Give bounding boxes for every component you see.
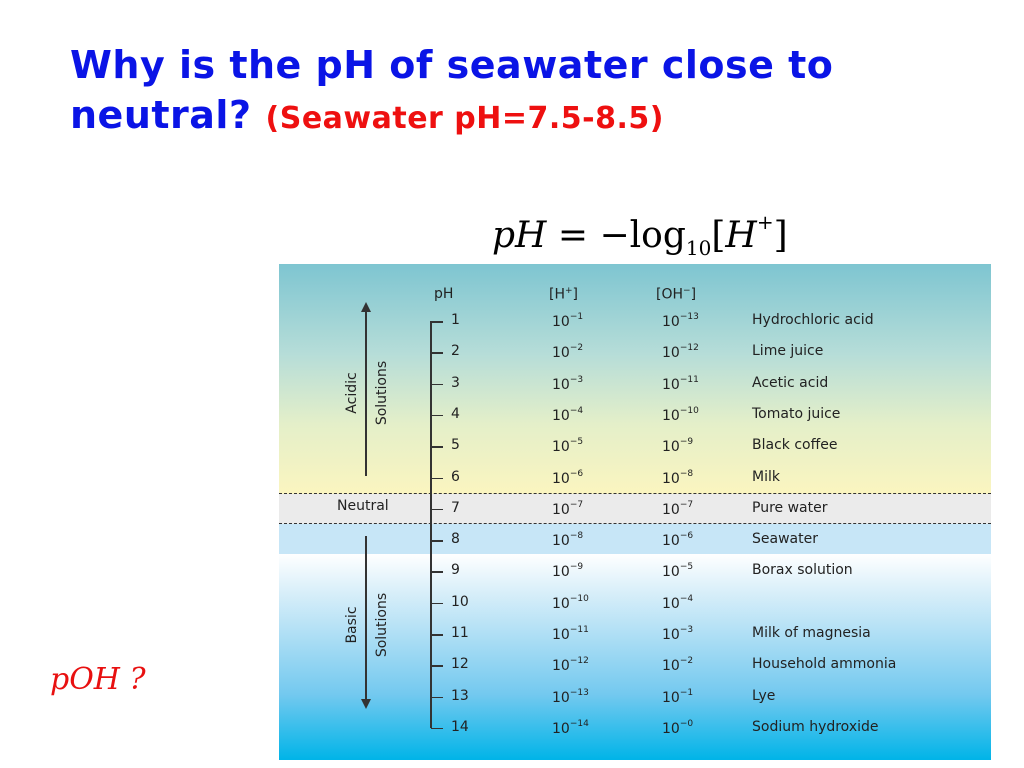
- oh-exponent: −12: [679, 343, 699, 354]
- oh-exponent: −7: [679, 499, 694, 510]
- example-substance: Borax solution: [752, 562, 853, 579]
- scale-tick: [431, 634, 443, 636]
- h-concentration: $10^{-2}$: [552, 343, 584, 362]
- oh-concentration: $10^{-4}$: [662, 593, 694, 612]
- formula-superscript: +: [756, 210, 774, 234]
- scale-tick: [431, 384, 443, 386]
- example-substance: Tomato juice: [752, 405, 841, 422]
- h-concentration: $10^{-3}$: [552, 374, 584, 393]
- ph-scale-table: [279, 264, 991, 760]
- oh-exponent: −1: [679, 687, 694, 698]
- example-substance: Milk: [752, 468, 780, 485]
- scale-tick: [431, 540, 443, 542]
- ph-value: 14: [451, 718, 469, 735]
- ph-formula: [492, 210, 788, 260]
- h-exponent: −9: [569, 562, 584, 573]
- h-exponent: −7: [569, 499, 584, 510]
- scale-tick: [431, 509, 443, 511]
- h-exponent: −2: [569, 343, 584, 354]
- ph-value: 8: [451, 531, 460, 548]
- scale-tick: [431, 352, 443, 354]
- oh-concentration: $10^{-2}$: [662, 656, 694, 675]
- h-exponent: −1: [569, 312, 584, 322]
- formula-open-bracket: [: [711, 215, 726, 256]
- table-row: [279, 494, 991, 525]
- h-concentration: $10^{-8}$: [552, 531, 584, 550]
- scale-tick: [431, 478, 443, 480]
- oh-concentration: $10^{-9}$: [662, 437, 694, 456]
- poh-question: pOH ?: [50, 662, 146, 697]
- oh-concentration: $10^{-3}$: [662, 625, 694, 643]
- scale-tick: [431, 571, 443, 573]
- ph-value: 11: [451, 625, 469, 641]
- ph-value: 2: [451, 343, 460, 360]
- table-row: [279, 525, 991, 556]
- example-substance: Sodium hydroxide: [752, 718, 879, 735]
- oh-exponent: −5: [679, 562, 694, 573]
- scale-tick: [431, 321, 443, 323]
- ph-value: 7: [451, 499, 460, 516]
- example-substance: Hydrochloric acid: [752, 312, 874, 328]
- h-exponent: −14: [569, 718, 589, 729]
- oh-concentration: $10^{-13}$: [662, 312, 699, 330]
- table-row: [279, 306, 991, 337]
- table-row: [279, 713, 991, 744]
- neutral-label: Neutral: [337, 498, 389, 514]
- scale-tick: [431, 415, 443, 417]
- formula-lhs: pH: [492, 215, 547, 256]
- example-substance: Seawater: [752, 531, 818, 548]
- example-substance: Household ammonia: [752, 656, 897, 673]
- table-row: [279, 431, 991, 462]
- header-oh: [656, 286, 696, 303]
- ph-value: 12: [451, 656, 469, 673]
- ph-value: 6: [451, 468, 460, 485]
- scale-tick: [431, 728, 443, 730]
- header-h-sup: +: [565, 286, 573, 296]
- acidic-solutions-label: Solutions: [374, 360, 390, 426]
- ph-value: 10: [451, 593, 469, 610]
- table-row: [279, 400, 991, 431]
- h-exponent: −6: [569, 468, 584, 479]
- basic-solutions-label: Solutions: [374, 592, 390, 658]
- oh-concentration: $10^{-12}$: [662, 343, 699, 362]
- oh-exponent: −3: [679, 625, 694, 635]
- scale-tick: [431, 697, 443, 699]
- oh-exponent: −10: [679, 405, 699, 416]
- oh-concentration: $10^{-6}$: [662, 531, 694, 550]
- basic-label: Basic: [344, 606, 360, 644]
- h-exponent: −5: [569, 437, 584, 448]
- ph-value: 4: [451, 405, 460, 422]
- ph-value: 13: [451, 687, 469, 704]
- ph-value: 3: [451, 374, 460, 391]
- h-exponent: −12: [569, 656, 589, 667]
- title-line-2-text: neutral?: [70, 93, 252, 137]
- ph-value: 9: [451, 562, 460, 579]
- example-substance: Pure water: [752, 499, 828, 516]
- formula-variable: H: [725, 215, 757, 256]
- table-row: [279, 619, 991, 650]
- table-row: [279, 556, 991, 587]
- oh-exponent: −11: [679, 374, 699, 385]
- header-oh-close: ]: [690, 286, 697, 303]
- h-exponent: −4: [569, 405, 584, 416]
- formula-log-base: 10: [685, 236, 712, 260]
- formula-equals-log: = −log: [546, 215, 686, 256]
- h-exponent: −8: [569, 531, 584, 542]
- header-h-close: ]: [572, 286, 579, 303]
- oh-concentration: $10^{-0}$: [662, 718, 694, 737]
- oh-concentration: $10^{-5}$: [662, 562, 694, 581]
- ph-value: 1: [451, 312, 460, 328]
- oh-concentration: $10^{-7}$: [662, 499, 694, 518]
- header-oh-text: [OH: [656, 286, 684, 303]
- example-substance: Lime juice: [752, 343, 824, 360]
- header-h: [549, 286, 578, 303]
- scale-tick: [431, 603, 443, 605]
- h-exponent: −13: [569, 687, 589, 698]
- formula-close-bracket: ]: [773, 215, 788, 256]
- table-row: [279, 588, 991, 619]
- oh-concentration: $10^{-10}$: [662, 405, 699, 424]
- header-oh-sup: −: [683, 286, 691, 296]
- header-h-text: [H: [549, 286, 565, 303]
- h-concentration: $10^{-1}$: [552, 312, 584, 330]
- example-substance: Acetic acid: [752, 374, 829, 391]
- oh-concentration: $10^{-8}$: [662, 468, 694, 487]
- table-row: [279, 337, 991, 368]
- scale-tick: [431, 446, 443, 448]
- acidic-label: Acidic: [344, 372, 360, 414]
- seawater-ph-note: (Seawater pH=7.5-8.5): [265, 101, 664, 136]
- h-concentration: $10^{-4}$: [552, 405, 584, 424]
- example-substance: Black coffee: [752, 437, 838, 454]
- table-row: [279, 682, 991, 713]
- h-exponent: −10: [569, 593, 589, 604]
- header-ph: pH: [434, 286, 454, 302]
- table-row: [279, 369, 991, 400]
- oh-concentration: $10^{-1}$: [662, 687, 694, 706]
- title-line-2: [70, 90, 970, 144]
- h-exponent: −3: [569, 374, 584, 385]
- h-concentration: $10^{-14}$: [552, 718, 589, 737]
- oh-exponent: −9: [679, 437, 694, 448]
- slide-title: [70, 40, 970, 144]
- oh-exponent: −6: [679, 531, 694, 542]
- h-concentration: $10^{-5}$: [552, 437, 584, 456]
- oh-exponent: −4: [679, 593, 694, 604]
- h-concentration: $10^{-13}$: [552, 687, 589, 706]
- scale-tick: [431, 665, 443, 667]
- example-substance: Lye: [752, 687, 776, 704]
- oh-exponent: −13: [679, 312, 699, 322]
- example-substance: Milk of magnesia: [752, 625, 871, 641]
- table-row: [279, 463, 991, 494]
- h-concentration: $10^{-9}$: [552, 562, 584, 581]
- ph-value: 5: [451, 437, 460, 454]
- h-concentration: $10^{-11}$: [552, 625, 589, 643]
- table-row: [279, 650, 991, 681]
- h-concentration: $10^{-12}$: [552, 656, 589, 675]
- h-concentration: $10^{-7}$: [552, 499, 584, 518]
- oh-concentration: $10^{-11}$: [662, 374, 699, 393]
- h-exponent: −11: [569, 625, 589, 635]
- h-concentration: $10^{-10}$: [552, 593, 589, 612]
- title-line-1: Why is the pH of seawater close to: [70, 43, 834, 87]
- h-concentration: $10^{-6}$: [552, 468, 584, 487]
- oh-exponent: −8: [679, 468, 694, 479]
- oh-exponent: −0: [679, 718, 694, 729]
- oh-exponent: −2: [679, 656, 694, 667]
